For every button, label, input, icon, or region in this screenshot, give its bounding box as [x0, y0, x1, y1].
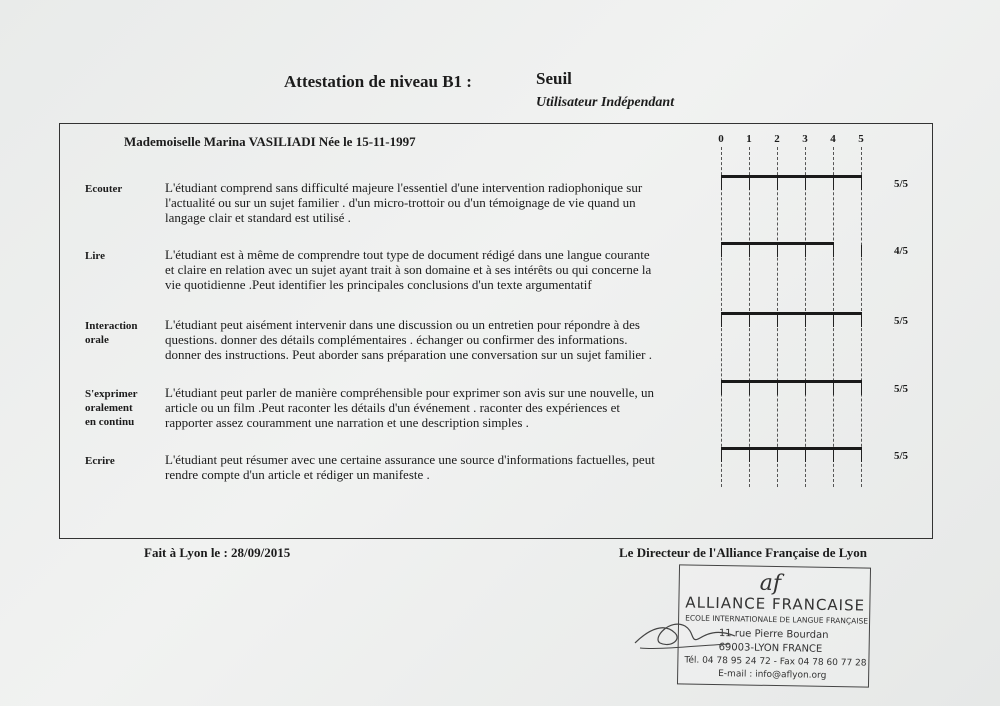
skill-score: 5/5 [894, 315, 909, 327]
scale-tick [861, 315, 862, 327]
scale-tick [861, 383, 862, 395]
skill-score-bar [721, 447, 862, 450]
scale-tick [833, 383, 834, 395]
skill-score: 5/5 [894, 383, 909, 395]
scale-tick [721, 383, 722, 395]
skill-label [85, 182, 122, 196]
scale-number: 4 [830, 133, 836, 145]
scale-tick [777, 315, 778, 327]
scale-tick [861, 245, 862, 257]
skill-score-bar [721, 380, 862, 383]
skill-score-bar [721, 312, 862, 315]
director-title: Le Directeur de l'Alliance Française de Lyon [619, 545, 867, 560]
skill-label [85, 454, 115, 468]
stamp-school: ECOLE INTERNATIONALE DE LANGUE FRANÇAISE [685, 613, 869, 626]
scale-tick [805, 178, 806, 190]
director-signature [630, 608, 740, 658]
skill-description-line: donner des instructions. Peut aborder sans préparation une conversation sur un sujet familier . [165, 347, 653, 362]
scale-tick [721, 178, 722, 190]
stamp-phone: Tél. 04 78 95 24 72 - Fax 04 78 60 77 28 [684, 655, 867, 669]
skill-description-line: questions. donner des détails complémentaires . échanger ou confirmer des informations. [165, 332, 628, 347]
scale-number: 0 [718, 133, 724, 145]
scale-tick [861, 450, 862, 462]
skill-description [165, 385, 710, 430]
student-name: Mademoiselle Marina VASILIADI Née le 15-11-1997 [124, 134, 416, 149]
scale-tick [805, 450, 806, 462]
skill-label-line: Ecrire [85, 455, 115, 467]
level-name: Seuil [536, 69, 572, 88]
level-subtitle: Utilisateur Indépendant [536, 95, 675, 110]
skill-label-line: S'exprimer [85, 388, 138, 400]
scale-tick [833, 245, 834, 257]
skill-description [165, 247, 710, 292]
scale-tick [805, 245, 806, 257]
skill-description-line: L'étudiant comprend sans difficulté majeure l'essentiel d'une intervention radiophonique sur [165, 180, 643, 195]
scale-tick [833, 450, 834, 462]
scale-tick [777, 245, 778, 257]
scale-tick [833, 178, 834, 190]
skill-description-line: L'étudiant est à même de comprendre tout type de document rédigé dans une langue courante [165, 247, 650, 262]
skill-description-line: L'étudiant peut résumer avec une certaine assurance une source d'informations factuelles, peut [165, 452, 655, 467]
stamp-org: ALLIANCE FRANCAISE [685, 593, 866, 615]
skill-description-line: et claire en relation avec un sujet ayant trait à son domaine et à ses intérêts ou qui concerne la [165, 262, 652, 277]
scale-tick [749, 245, 750, 257]
stamp-email: E-mail : info@aflyon.org [718, 669, 827, 681]
skill-score: 5/5 [894, 178, 909, 190]
scale-tick [749, 450, 750, 462]
stamp-street: 11 rue Pierre Bourdan [718, 628, 829, 641]
scale-tick [805, 315, 806, 327]
skill-description [165, 452, 710, 482]
stamp-city: 69003-LYON FRANCE [718, 642, 823, 655]
skill-description-line: rapporter assez couramment une narration et une description simples . [165, 415, 529, 430]
scale-tick [749, 383, 750, 395]
document-title: Attestation de niveau B1 : [284, 72, 472, 91]
skill-label-line: oralement [85, 402, 133, 414]
skill-label-line: en continu [85, 416, 135, 428]
place-date: Fait à Lyon le : 28/09/2015 [144, 545, 291, 560]
scale-number: 2 [774, 133, 780, 145]
scale-tick [749, 178, 750, 190]
skill-description-line: langage clair et standard est utilisé . [165, 210, 351, 225]
scale-number: 1 [746, 133, 752, 145]
skill-label [85, 319, 138, 347]
skill-description [165, 317, 710, 362]
skill-label-line: Interaction [85, 320, 138, 332]
skill-description-line: L'étudiant peut parler de manière compréhensible pour exprimer son avis sur une nouvelle, un [165, 385, 654, 400]
scale-tick [721, 245, 722, 257]
scale-tick [777, 450, 778, 462]
af-logo: af [759, 570, 782, 597]
scale-tick [721, 450, 722, 462]
skill-description [165, 180, 710, 225]
scale-tick [749, 315, 750, 327]
skill-score: 4/5 [894, 245, 909, 257]
skill-description-line: l'actualité ou sur un sujet familier . d'un micro-trottoir ou d'un témoignage de vie quand un [165, 195, 636, 210]
skill-score-bar [721, 175, 862, 178]
scale-number: 3 [802, 133, 808, 145]
skill-label-line: Lire [85, 250, 105, 262]
scale-tick [833, 315, 834, 327]
scale-tick [861, 178, 862, 190]
skill-label-line: orale [85, 334, 109, 346]
skill-label [85, 387, 138, 429]
skill-label [85, 249, 105, 263]
skill-description-line: L'étudiant peut aisément intervenir dans une discussion ou un entretien pour répondre à des [165, 317, 640, 332]
scale-tick [805, 383, 806, 395]
skill-description-line: rendre compte d'un article et rédiger un manifeste . [165, 467, 430, 482]
scale-number: 5 [858, 133, 864, 145]
skill-description-line: article ou un film .Peut raconter les détails d'un événement . raconter des expériences et [165, 400, 620, 415]
skill-description-line: vie quotidienne .Peut identifier les principales conclusions d'un texte argumentatif [165, 277, 592, 292]
skill-score: 5/5 [894, 450, 909, 462]
scale-tick [721, 315, 722, 327]
scale-tick [777, 383, 778, 395]
scale-tick [777, 178, 778, 190]
skill-label-line: Ecouter [85, 183, 123, 195]
